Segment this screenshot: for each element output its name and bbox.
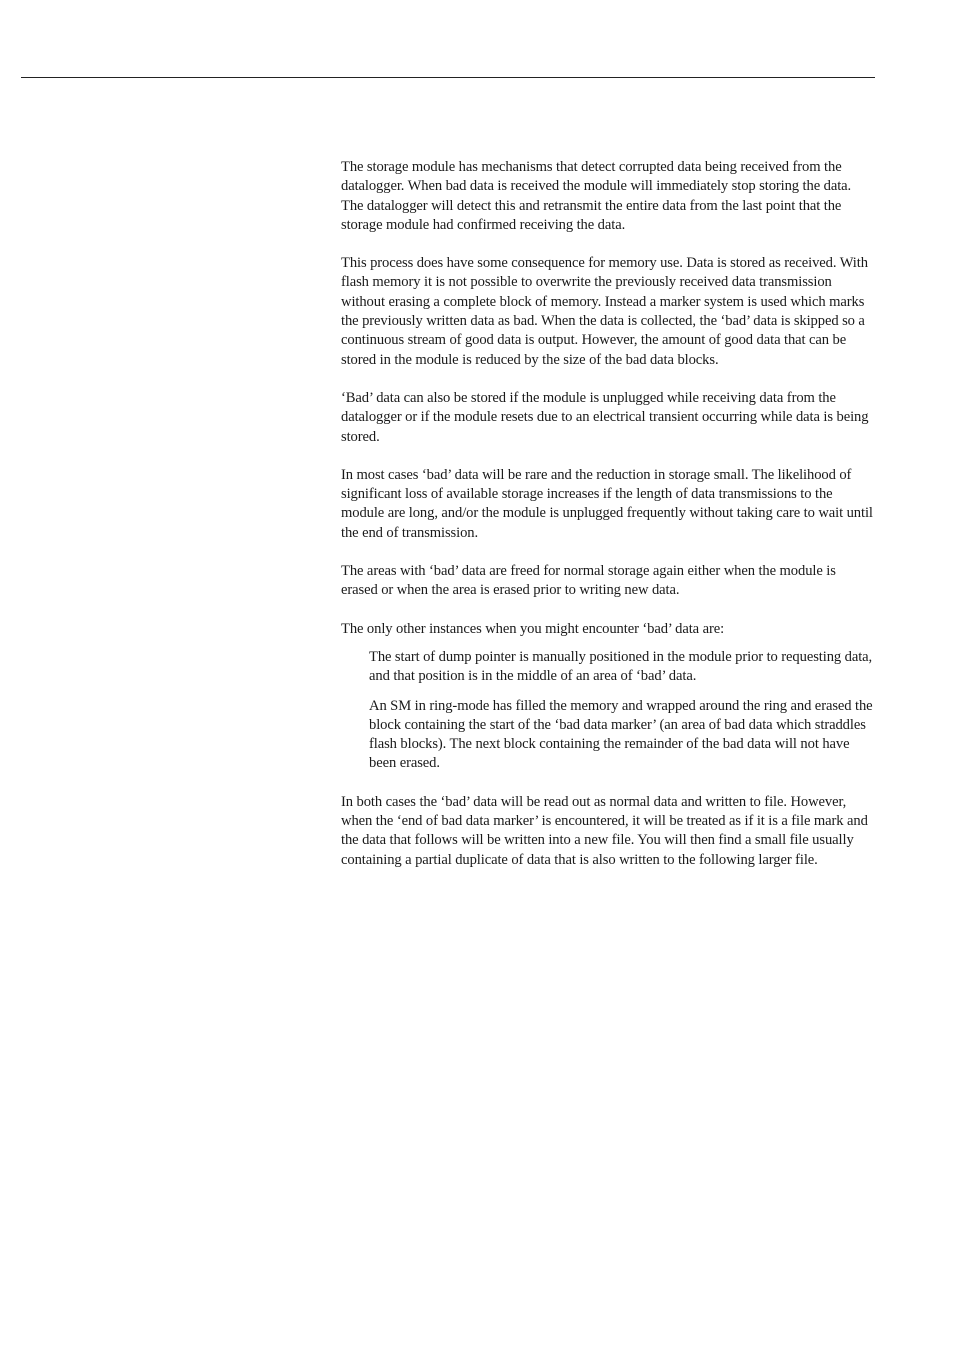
paragraph-closing: In both cases the ‘bad’ data will be read out as normal data and written to file. However, when the ‘end of bad data marker’ is encountered, it will be treated as if it is a file mark and the data that follows will be written into a new file. You will then find a small file usually containing a partial duplicate of data that is also written to the following larger file. — [341, 793, 868, 868]
paragraph-memory-use: This process does have some consequence for memory use. Data is stored as received. With flash memory it is not possible to overwrite the previously received data transmission without erasing a complete block of memory. Instead a marker system is used which marks the previously written data as bad. When the data is collected, the ‘bad’ data is skipped so a continuous stream of good data is output. However, the amount of good data that can be stored in the module is reduced by the size of the bad data blocks. — [341, 255, 868, 368]
header-rule — [21, 77, 875, 78]
instances-list — [369, 648, 873, 774]
list-item: The start of dump pointer is manually positioned in the module prior to requesting data, and that position is in the middle of an area of ‘bad’ data. — [369, 648, 873, 685]
paragraph-instances-intro: The only other instances when you might encounter ‘bad’ data are: — [341, 620, 725, 637]
paragraph-rare-cases: In most cases ‘bad’ data will be rare and the reduction in storage small. The likelihood of significant loss of available storage increases if the length of data transmissions to the module are long, and/or the module is unplugged frequently without taking care to wait until the end of transmission. — [341, 466, 873, 541]
body-text — [341, 158, 873, 889]
list-item: An SM in ring-mode has filled the memory and wrapped around the ring and erased the block containing the start of the ‘bad data marker’ (an area of bad data which straddles flash blocks). The next block containing the remainder of the bad data will not have been erased. — [369, 697, 873, 772]
paragraph-unplugged: ‘Bad’ data can also be stored if the module is unplugged while receiving data from the datalogger or if the module resets due to an electrical transient occurring while data is being stored. — [341, 389, 869, 445]
paragraph-corruption-detection: The storage module has mechanisms that detect corrupted data being received from the datalogger. When bad data is received the module will immediately stop storing the data. The datalogger will detect this and retransmit the entire data from the last point that the storage module had confirmed receiving the data. — [341, 159, 852, 233]
paragraph-freed-areas: The areas with ‘bad’ data are freed for normal storage again either when the module is erased or when the area is erased prior to writing new data. — [341, 563, 836, 599]
